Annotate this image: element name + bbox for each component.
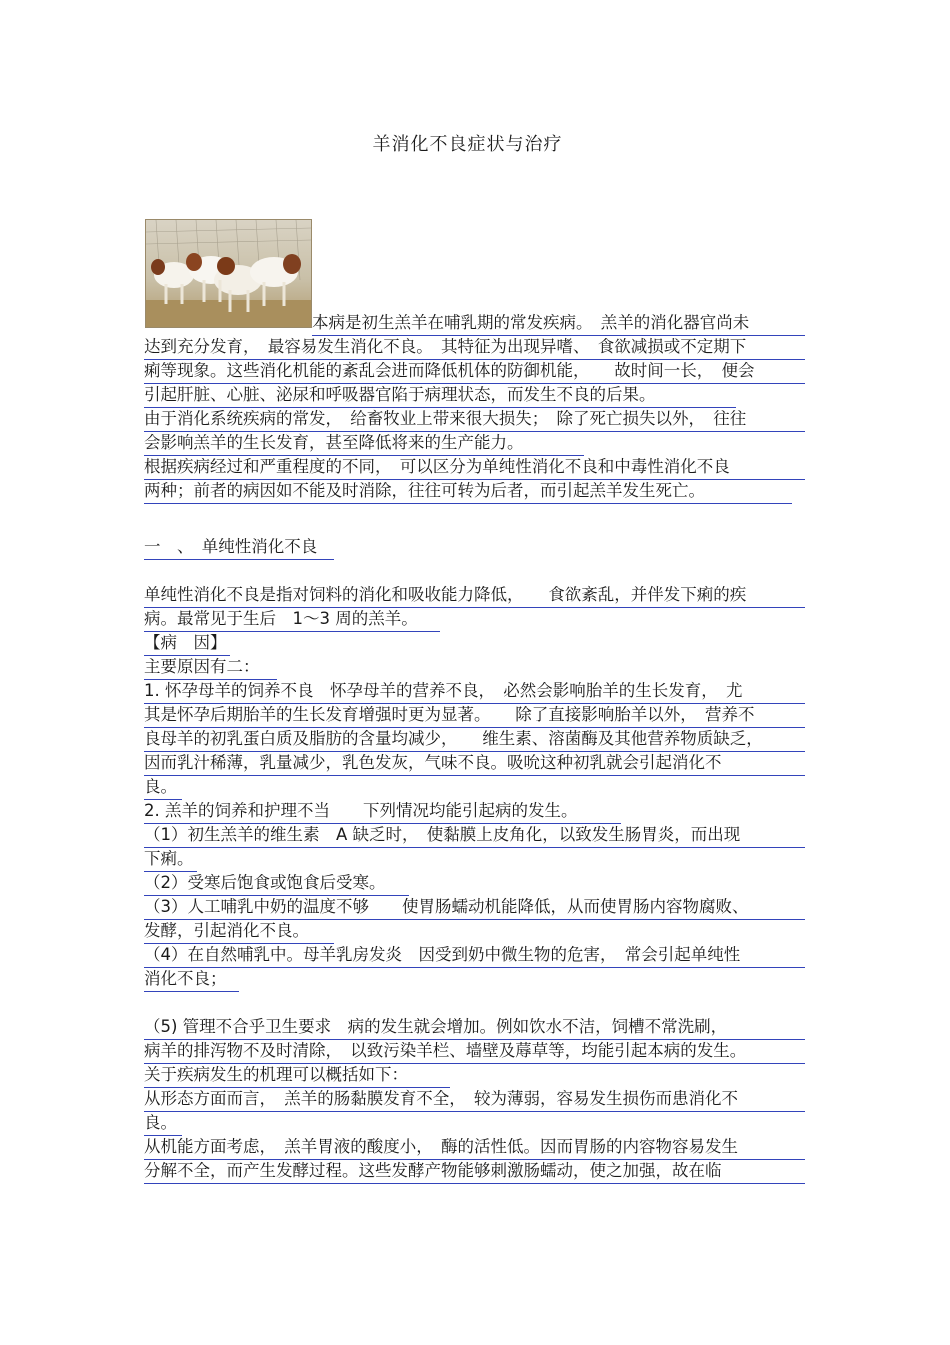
text-line: （3）人工哺乳中奶的温度不够 使胃肠蠕动机能降低，从而使胃肠内容物腐败、 <box>144 896 805 920</box>
text-line: 从机能方面考虑， 羔羊胃液的酸度小， 酶的活性低。因而胃肠的内容物容易发生 <box>144 1136 805 1160</box>
text-line: （1）初生羔羊的维生素 A 缺乏时， 使黏膜上皮角化，以致发生肠胃炎，而出现 <box>144 824 805 848</box>
text-line: 单纯性消化不良是指对饲料的消化和吸收能力降低， 食欲紊乱，并伴发下痢的疾 <box>144 584 805 608</box>
text-line: （2）受寒后饱食或饱食后受寒。 <box>144 872 409 896</box>
text-line: 病。最常见于生后 1～3 周的羔羊。 <box>144 608 440 632</box>
text-line: 下痢。 <box>144 848 197 872</box>
text-line: 达到充分发育， 最容易发生消化不良。 其特征为出现异嗜、 食欲减损或不定期下 <box>144 336 805 360</box>
text-line: 主要原因有二： <box>144 656 277 680</box>
text-line: 根据疾病经过和严重程度的不同， 可以区分为单纯性消化不良和中毒性消化不良 <box>144 456 805 480</box>
text-line: 关于疾病发生的机理可以概括如下： <box>144 1064 450 1088</box>
text-line: 消化不良； <box>144 968 239 992</box>
text-line: （4）在自然哺乳中。母羊乳房发炎 因受到奶中微生物的危害， 常会引起单纯性 <box>144 944 805 968</box>
text-line: 两种；前者的病因如不能及时消除，往往可转为后者，而引起羔羊发生死亡。 <box>144 480 792 504</box>
text-line: 由于消化系统疾病的常发， 给畜牧业上带来很大损失； 除了死亡损失以外， 往往 <box>144 408 805 432</box>
section-heading: 一 、 单纯性消化不良 <box>144 536 334 560</box>
text-line: 发酵，引起消化不良。 <box>144 920 334 944</box>
text-line: 1. 怀孕母羊的饲养不良 怀孕母羊的营养不良， 必然会影响胎羊的生长发育， 尤 <box>144 680 805 704</box>
text-line: 良。 <box>144 776 182 800</box>
document-title: 羊消化不良症状与治疗 <box>372 134 563 155</box>
text-line: 从形态方面而言， 羔羊的肠黏膜发育不全， 较为薄弱，容易发生损伤而患消化不 <box>144 1088 805 1112</box>
text-line: 引起肝脏、心脏、泌尿和呼吸器官陷于病理状态，而发生不良的后果。 <box>144 384 736 408</box>
text-line: 痢等现象。这些消化机能的紊乱会进而降低机体的防御机能， 故时间一长， 便会 <box>144 360 805 384</box>
text-line: 会影响羔羊的生长发育，甚至降低将来的生产能力。 <box>144 432 584 456</box>
text-line: 2. 羔羊的饲养和护理不当 下列情况均能引起病的发生。 <box>144 800 621 824</box>
text-line: 分解不全，而产生发酵过程。这些发酵产物能够刺激肠蠕动，使之加强，故在临 <box>144 1160 805 1184</box>
subheading: 【病 因】 <box>144 632 230 656</box>
sheep-photo <box>145 219 312 328</box>
text-line: （5) 管理不合乎卫生要求 病的发生就会增加。例如饮水不洁，饲槽不常洗刷， <box>144 1016 805 1040</box>
text-line: 本病是初生羔羊在哺乳期的常发疾病。 羔羊的消化器官尚未 <box>312 312 805 336</box>
text-line: 良。 <box>144 1112 182 1136</box>
text-line: 病羊的排泻物不及时清除， 以致污染羊栏、墙壁及蓐草等，均能引起本病的发生。 <box>144 1040 805 1064</box>
text-line: 因而乳汁稀薄，乳量减少，乳色发灰，气味不良。吸吮这种初乳就会引起消化不 <box>144 752 805 776</box>
text-line: 其是怀孕后期胎羊的生长发育增强时更为显著。 除了直接影响胎羊以外， 营养不 <box>144 704 805 728</box>
text-line: 良母羊的初乳蛋白质及脂肪的含量均减少， 维生素、溶菌酶及其他营养物质缺乏， <box>144 728 805 752</box>
